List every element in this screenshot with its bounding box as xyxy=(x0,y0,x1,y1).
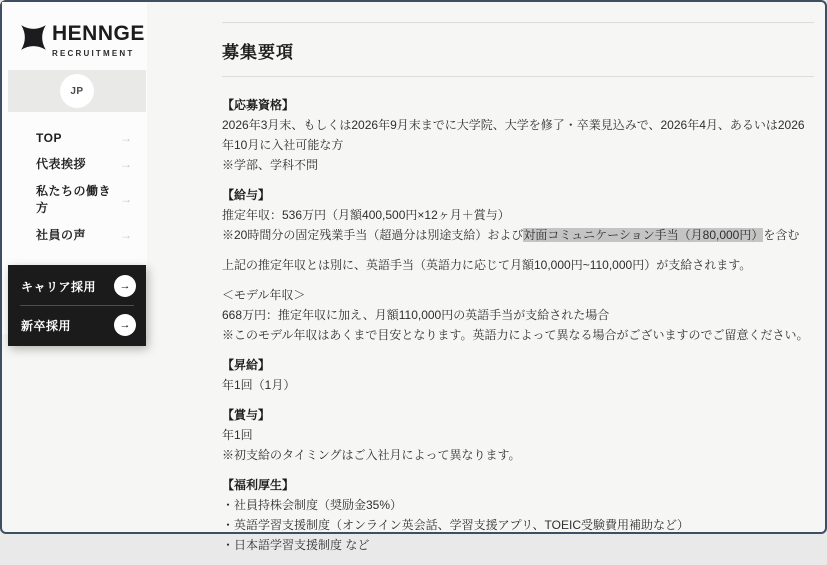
sidebar-item-voices[interactable] xyxy=(2,221,147,248)
sidebar-item-label: 代表挨拶 xyxy=(36,157,87,171)
arrow-right-icon: → xyxy=(119,280,131,292)
sidebar-item-label: 私たちの働き方 xyxy=(36,184,112,215)
section-benefits xyxy=(222,475,814,555)
section-raise xyxy=(222,355,814,395)
section-line: ※学部、学科不問 xyxy=(222,158,319,172)
section-header: 【福利厚生】 xyxy=(222,478,295,492)
brand-text xyxy=(52,22,145,58)
sidebar-item-top[interactable] xyxy=(2,126,147,150)
section-line: ・日本語学習支援制度 など xyxy=(222,538,370,552)
sidebar-item-greeting[interactable] xyxy=(2,150,147,177)
recruit-links-box xyxy=(8,265,146,346)
section-salary xyxy=(222,185,814,245)
section-header: 【昇給】 xyxy=(222,358,271,372)
section-bonus xyxy=(222,405,814,465)
arrow-right-icon: → xyxy=(119,319,131,331)
sidebar-nav xyxy=(2,126,147,248)
recruitment-details xyxy=(222,95,814,555)
language-switcher-bar xyxy=(8,70,146,112)
arrow-right-icon: → xyxy=(120,227,132,242)
recruit-item-label: キャリア採用 xyxy=(21,279,97,294)
section-header: 【賞与】 xyxy=(222,408,271,422)
section-line: ＜モデル年収＞ xyxy=(222,288,306,302)
divider xyxy=(222,76,814,77)
sidebar-item-label: TOP xyxy=(36,131,62,145)
section-header: 【応募資格】 xyxy=(222,98,295,112)
highlighted-text: 対面コミュニケーション手当（月80,000円） xyxy=(523,228,764,242)
main-content xyxy=(222,2,814,565)
lang-jp-button[interactable]: JP xyxy=(60,74,94,108)
divider xyxy=(20,305,134,306)
sidebar-item-label: 社員の声 xyxy=(36,228,87,242)
section-line: ・社員持株会制度（奨励金35%） xyxy=(222,498,403,512)
section-line: ・英語学習支援制度（オンライン英会話、学習支援アプリ、TOEIC受験費用補助など） xyxy=(222,518,690,532)
section-line: ※このモデル年収はあくまで目安となります。英語力によって異なる場合がございますのでご留意ください。 xyxy=(222,328,809,342)
recruit-item-label: 新卒採用 xyxy=(21,318,72,333)
section-line: 推定年収：536万円（月額400,500円×12ヶ月＋賞与） xyxy=(222,208,510,222)
arrow-circle-icon xyxy=(114,314,136,336)
arrow-right-icon: → xyxy=(120,131,132,145)
section-line: 年1回 xyxy=(222,428,253,442)
arrow-right-icon: → xyxy=(120,156,132,171)
sidebar-item-workstyle[interactable] xyxy=(2,177,147,221)
section-line-with-highlight xyxy=(222,225,814,245)
sidebar xyxy=(2,2,147,334)
section-eligibility xyxy=(222,95,814,175)
section-line: 2026年3月末、もしくは2026年9月末までに大学院、大学を修了・卒業見込みで、2026年4月、あるいは2026年10月に入社可能な方 xyxy=(222,118,805,152)
section-line: ※初支給のタイミングはご入社月によって異なります。 xyxy=(222,448,521,462)
section-model-income xyxy=(222,285,814,345)
arrow-circle-icon xyxy=(114,275,136,297)
brand-subtitle: RECRUITMENT xyxy=(52,49,135,58)
brand-name: HENNGE xyxy=(52,22,145,45)
recruit-item-career[interactable] xyxy=(8,268,146,304)
note-pre: ※20時間分の固定残業手当（超過分は別途支給）および xyxy=(222,228,524,242)
recruit-item-newgrad[interactable] xyxy=(8,307,146,343)
section-header: 【給与】 xyxy=(222,188,271,202)
divider xyxy=(222,22,814,23)
brand-logo[interactable] xyxy=(2,2,147,58)
page-title: 募集要項 xyxy=(222,43,294,62)
arrow-right-icon: → xyxy=(120,192,132,206)
section-line: 上記の推定年収とは別に、英語手当（英語力に応じて月額10,000円~110,000円）が支給されます。 xyxy=(222,258,752,272)
section-line: 年1回（1月） xyxy=(222,378,296,392)
section-english-allowance xyxy=(222,255,814,275)
hennge-logo-icon xyxy=(20,24,47,51)
section-line: 668万円：推定年収に加え、月額110,000円の英語手当が支給された場合 xyxy=(222,308,610,322)
note-post: を含む xyxy=(763,228,800,242)
